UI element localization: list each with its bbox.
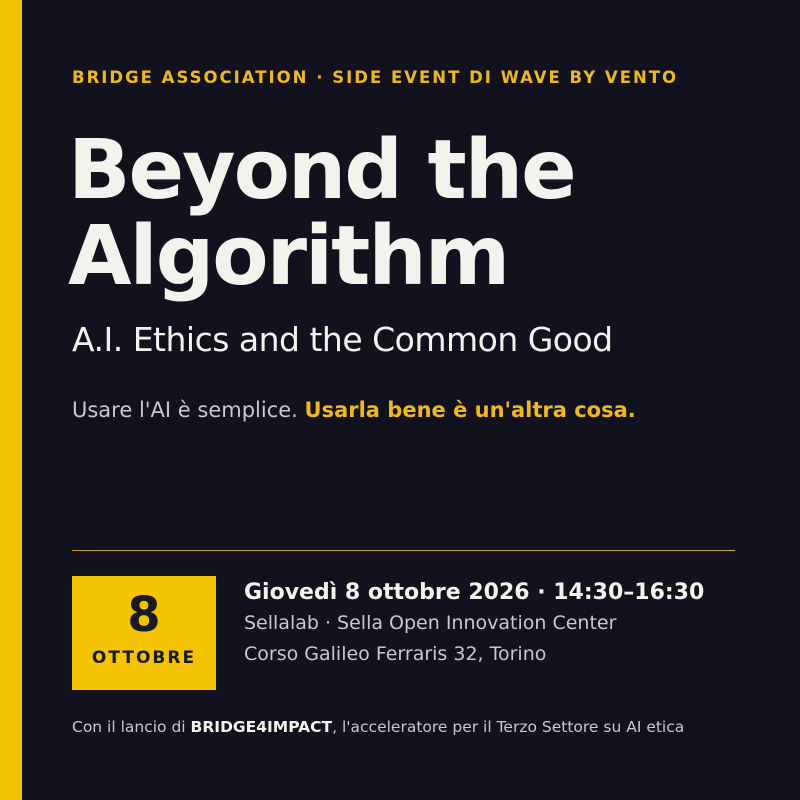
title-line-1: Beyond the — [68, 123, 575, 218]
date-badge — [72, 576, 216, 690]
event-details — [244, 578, 704, 670]
event-subtitle: A.I. Ethics and the Common Good — [72, 320, 613, 359]
event-weekday: Giovedì — [244, 580, 338, 605]
accent-bar — [0, 0, 22, 800]
eyebrow: BRIDGE ASSOCIATION · SIDE EVENT DI WAVE BY VENTO — [72, 68, 679, 87]
divider — [72, 550, 735, 551]
tagline-highlight: Usarla bene è un'altra cosa. — [304, 398, 636, 422]
event-title — [68, 123, 768, 304]
event-address: Corso Galileo Ferraris 32, Torino — [244, 643, 547, 665]
title-line-2: Algorithm — [68, 209, 509, 304]
tagline — [72, 398, 636, 422]
event-datetime — [244, 578, 704, 608]
event-venue: Sellalab · Sella Open Innovation Center — [244, 612, 617, 634]
date-day: 8 — [127, 587, 161, 643]
footer-note — [72, 718, 684, 736]
footer-program: BRIDGE4IMPACT — [190, 718, 333, 736]
date-month: OTTOBRE — [91, 648, 197, 668]
event-date-time: 8 ottobre 2026 · 14:30–16:30 — [337, 580, 705, 605]
footer-suffix: , l'acceleratore per il Terzo Settore su AI etica — [332, 718, 685, 736]
footer-prefix: Con il lancio di — [72, 718, 191, 736]
tagline-plain: Usare l'AI è semplice. — [72, 398, 305, 422]
